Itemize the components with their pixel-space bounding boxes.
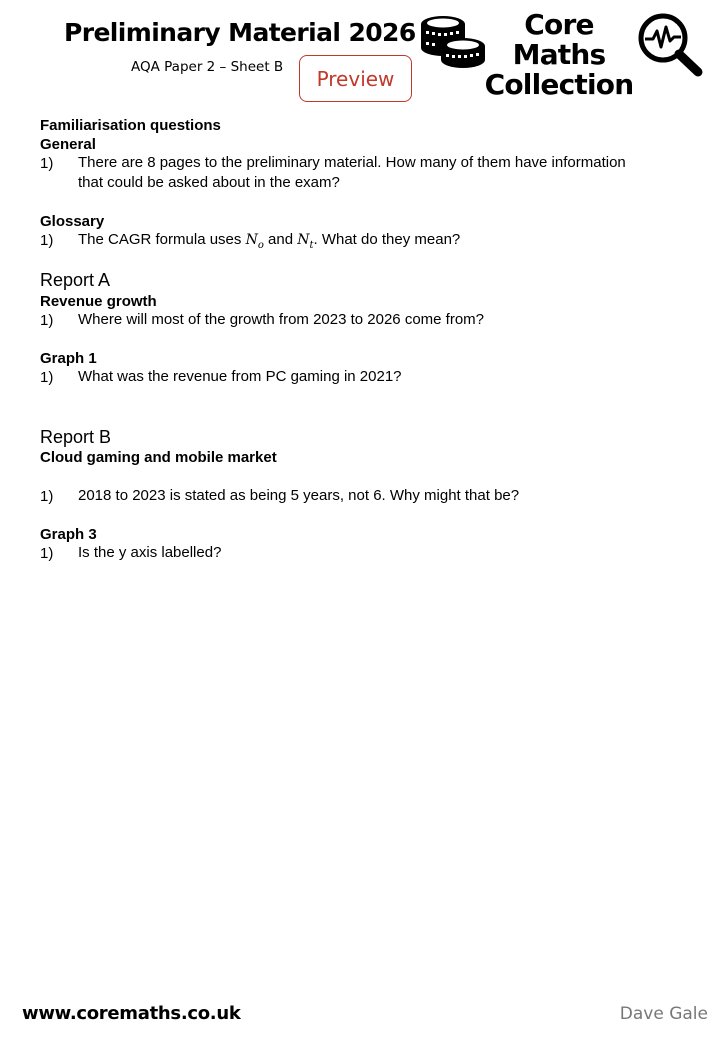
general-q1-number: 1) [40, 155, 54, 172]
general-q1-line-2: that could be asked about in the exam? [78, 174, 340, 191]
brand-line-2: Collection [484, 68, 634, 101]
graph-3-q1-number: 1) [40, 545, 54, 562]
symbol-n-o: $N_o$ [245, 232, 264, 251]
cloud-q1-number: 1) [40, 488, 54, 505]
report-a-heading: Report A [40, 270, 111, 290]
general-q1-line-1: There are 8 pages to the preliminary material. How many of them have information [78, 154, 626, 171]
glossary-q1-post: . What do they mean? [313, 231, 461, 248]
graph-1-q1-number: 1) [40, 369, 54, 386]
report-b-heading: Report B [40, 427, 112, 447]
coins-icon [418, 12, 488, 70]
graph-1-q1-text: What was the revenue from PC gaming in 2021? [78, 368, 402, 385]
brand-line-1: Core Maths [512, 8, 606, 71]
revenue-q1-text: Where will most of the growth from 2023 to 2026 come from? [78, 311, 485, 328]
general-q1-text [78, 153, 698, 193]
revenue-growth-heading: Revenue growth [40, 293, 157, 310]
graph-1-heading: Graph 1 [40, 350, 97, 367]
symbol-n-t: $N_t$ [297, 232, 314, 251]
glossary-q1-number: 1) [40, 232, 54, 249]
cloud-q1-text: 2018 to 2023 is stated as being 5 years, not 6. Why might that be? [78, 487, 520, 504]
glossary-q1-text [78, 230, 460, 256]
footer-website: www.coremaths.co.uk [22, 1003, 241, 1024]
preview-badge [299, 55, 412, 102]
magnifier-icon [636, 11, 704, 77]
preview-label: Preview [316, 66, 395, 91]
revenue-q1-number: 1) [40, 312, 54, 329]
graph-3-heading: Graph 3 [40, 526, 97, 543]
glossary-q1-pre: The CAGR formula uses [78, 231, 246, 248]
page-subtitle: AQA Paper 2 – Sheet B [131, 59, 284, 75]
familiarisation-heading: Familiarisation questions [40, 117, 221, 134]
brand-name [482, 10, 636, 100]
cloud-gaming-heading: Cloud gaming and mobile market [40, 449, 277, 466]
general-heading: General [40, 136, 96, 153]
page-title: Preliminary Material 2026 [64, 18, 416, 47]
glossary-heading: Glossary [40, 213, 105, 230]
graph-3-q1-text: Is the y axis labelled? [78, 544, 222, 561]
glossary-q1-mid: and [263, 231, 298, 248]
footer-author: Dave Gale [619, 1004, 708, 1024]
